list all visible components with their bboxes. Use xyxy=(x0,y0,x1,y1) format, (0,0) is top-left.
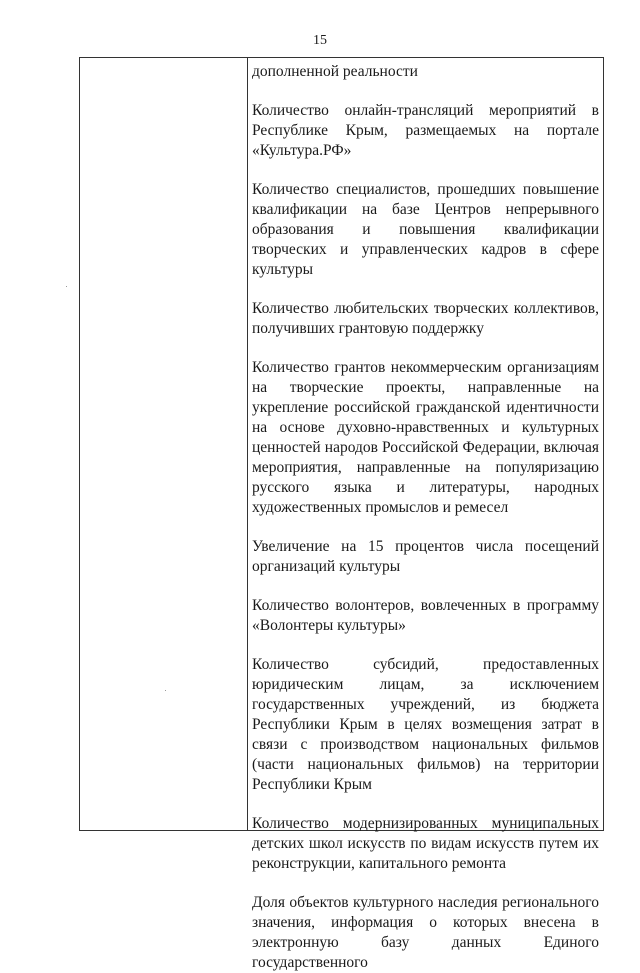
indicator-text: Количество специалистов, прошедших повышение квалификации на базе Центров непрерывного образования и повышения квалификации творческих и управленческих кадров в сфере культуры xyxy=(252,181,599,278)
page-number: 15 xyxy=(313,33,327,48)
indicator-text: Количество волонтеров, вовлеченных в программу «Волонтеры культуры» xyxy=(252,597,599,634)
indicator-text: Количество онлайн-трансляций мероприятий в Республике Крым, размещаемых на портале «Культура.РФ» xyxy=(252,102,599,159)
indicator-text: Количество грантов некоммерческим организациям на творческие проекты, направленные на укрепление российской гражданской идентичности на основе духовно-нравственных и культурных ценностей народов Российской Федерации, включая мероприятия, направленные на популяризацию русского языка и литературы, народных художественных промыслов и ремесел xyxy=(252,359,599,516)
indicator-column xyxy=(252,62,599,973)
indicator-text: Количество субсидий, предоставленных юридическим лицам, за исключением государственных учреждений, из бюджета Республики Крым в целях возмещения затрат в связи с производством национальных фильмов (части национальных фильмов) на территории Республики Крым xyxy=(252,656,599,793)
table-column-divider xyxy=(247,57,248,831)
indicator-text: дополненной реальности xyxy=(252,63,418,80)
scan-speck xyxy=(165,690,166,691)
scan-speck xyxy=(66,286,67,287)
indicator-text: Доля объектов культурного наследия регионального значения, информация о которых внесена в электронную базу данных Единого государственного xyxy=(252,894,599,971)
indicator-text: Количество любительских творческих коллективов, получивших грантовую поддержку xyxy=(252,300,599,337)
indicator-text: Увеличение на 15 процентов числа посещений организаций культуры xyxy=(252,538,599,575)
indicator-text: Количество модернизированных муниципальных детских школ искусств по видам искусств путем их реконструкции, капитального ремонта xyxy=(252,815,599,872)
